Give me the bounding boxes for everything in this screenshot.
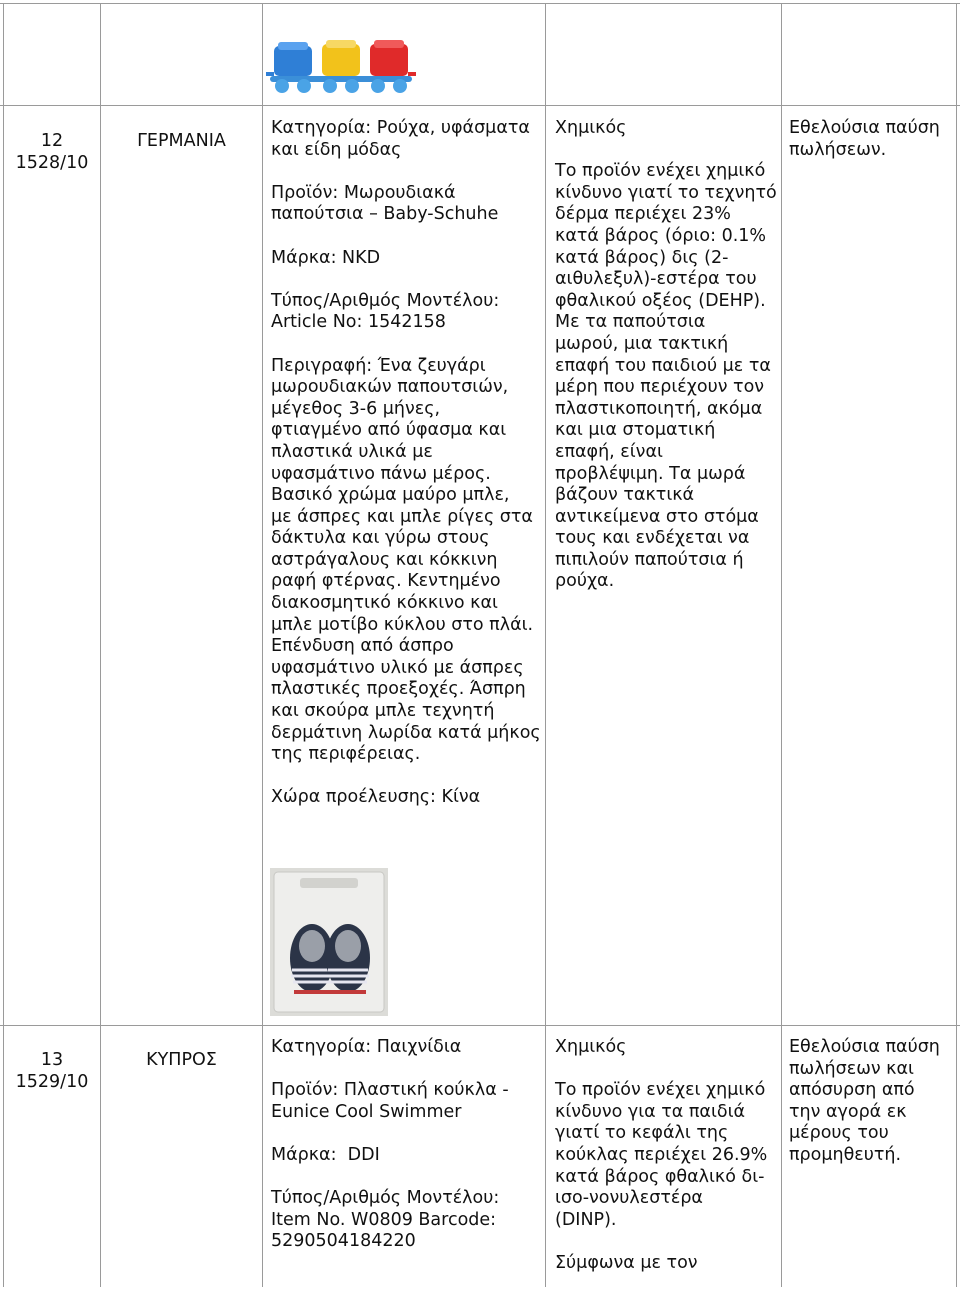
row-number-cell — [4, 131, 100, 174]
risk-cell — [555, 118, 781, 615]
product-origin: Χώρα προέλευσης: Κίνα — [271, 787, 481, 808]
row-number: 13 — [40, 1050, 64, 1070]
product-model: Τύπος/Αριθμός Μοντέλου: Article No: 1542158 — [271, 290, 500, 333]
column-divider — [262, 3, 263, 1287]
product-model: Τύπος/Αριθμός Μοντέλου: Item No. W0809 Barcode: 5290504184220 — [271, 1188, 500, 1252]
product-category: Κατηγορία: Ρούχα, υφάσματα και είδη μόδας — [271, 118, 530, 160]
product-brand: Μάρκα: NKD — [271, 247, 381, 268]
product-cell — [271, 1037, 543, 1275]
baby-shoes-photo — [270, 868, 388, 1016]
column-divider — [3, 3, 4, 1287]
product-name: Προϊόν: Πλαστική κούκλα - Eunice Cool Swimmer — [271, 1080, 509, 1122]
country-name: ΓΕΡΜΑΝΙΑ — [137, 131, 226, 151]
risk-type: Χημικός — [555, 1037, 627, 1057]
product-category: Κατηγορία: Παιχνίδια — [271, 1037, 462, 1057]
product-cell — [271, 118, 543, 831]
risk-type: Χημικός — [555, 118, 627, 138]
table-border-top — [0, 3, 960, 4]
column-divider — [100, 3, 101, 1287]
product-brand: Μάρκα: DDI — [271, 1144, 380, 1165]
column-divider — [781, 3, 782, 1287]
row-reference: 1529/10 — [15, 1071, 89, 1092]
risk-description: Το προϊόν ενέχει χημικό κίνδυνο γιατί το τεχνητό δέρμα περιέχει 23% κατά βάρος (όριο: 0.1% κατά βάρος) δις (2- αιθυλεξυλ)-εστέρα του φθαλικού οξέος (DEHP). Με τα παπούτσια μωρού, μια τακτική επαφή του παιδιού με τα μέρη που περιέχουν τον πλαστικοποιητή, ακόμα και μια στοματική επαφή, είναι προβλέψιμη. Τα μωρά βάζουν τακτικά αντικείμενα στο στόμα τους και ενδέχεται να πιπιλούν παπούτσια ή ρούχα. — [555, 161, 777, 592]
row-number: 12 — [40, 131, 64, 151]
column-divider — [545, 3, 546, 1287]
row-reference: 1528/10 — [15, 152, 89, 173]
row-number-cell — [4, 1050, 100, 1093]
column-divider — [956, 3, 957, 1287]
row-divider — [0, 1025, 960, 1026]
risk-cell — [555, 1037, 781, 1296]
product-description: Περιγραφή: Ένα ζευγάρι μωρουδιακών παπουτσιών, μέγεθος 3-6 μήνες, φτιαγμένο από ύφασμα και πλαστικά υλικά με υφασμάτινο πάνω μέρος. Βασικό χρώμα μαύρο μπλε, με άσπρες και μπλε ρίγες στα δάκτυλα και γύρω στους αστράγαλους και κόκκινη ραφή φτέρνας. Κεντημένο διακοσμητικό κόκκινο και μπλε μοτίβο κύκλου στο πλάι. Επένδυση από άσπρο υφασμάτινο υλικό με άσπρες πλαστικές προεξοχές. Άσπρη και σκούρα μπλε τεχνητή δερμάτινη λωρίδα κατά μήκος της περιφέρειας. — [271, 355, 541, 765]
risk-description: Το προϊόν ενέχει χημικό κίνδυνο για τα παιδιά γιατί το κεφάλι της κούκλας περιέχει 26.9% κατά βάρος φθαλικό δι- ισο-νονυλεστέρα (DINP). — [555, 1080, 768, 1230]
country-cell — [101, 1050, 262, 1072]
product-name: Προϊόν: Μωρουδιακά παπούτσια – Baby-Schuhe — [271, 182, 499, 225]
measures-cell: Εθελούσια παύση πωλήσεων και απόσυρση από την αγορά εκ μέρους του προμηθευτή. — [789, 1037, 940, 1165]
risk-description-continued: Σύμφωνα με τον — [555, 1252, 698, 1273]
measures-cell: Εθελούσια παύση πωλήσεων. — [789, 118, 940, 160]
country-name: ΚΥΠΡΟΣ — [146, 1050, 217, 1070]
country-cell — [101, 131, 262, 153]
row-divider — [0, 105, 960, 106]
toy-train-photo — [266, 30, 416, 102]
